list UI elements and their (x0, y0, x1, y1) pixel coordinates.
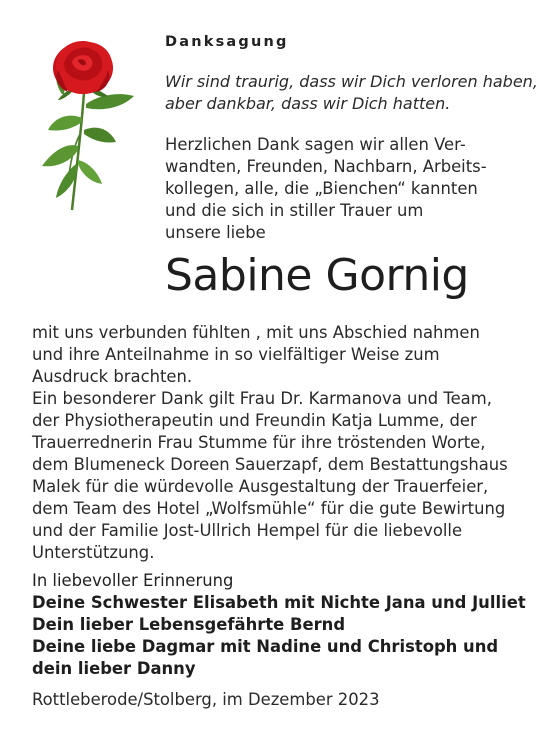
thanks-intro (165, 134, 535, 244)
paragraph-line: und ihre Anteilnahme in so vielfältiger Weise zum (32, 345, 440, 364)
paragraph-line: der Physiotherapeutin und Freundin Katja Lumme, der (32, 411, 477, 430)
paragraph-line: Ein besonderer Dank gilt Frau Dr. Karmanova und Team, (32, 389, 492, 408)
closing-intro: In liebevoller Erinnerung (32, 571, 234, 590)
paragraph-1 (32, 322, 532, 388)
signature-line: Deine liebe Dagmar mit Nadine und Christoph und (32, 637, 499, 656)
paragraph-line: Malek für die würdevolle Ausgestaltung der Trauerfeier, (32, 477, 489, 496)
signature-line: dein lieber Danny (32, 659, 196, 678)
closing-block (32, 570, 542, 680)
thanks-line: und die sich in stiller Trauer um (165, 201, 424, 220)
paragraph-line: dem Blumeneck Doreen Sauerzapf, dem Bestattungshaus (32, 455, 508, 474)
thanks-line: Herzlichen Dank sagen wir allen Ver- (165, 135, 466, 154)
paragraph-line: Ausdruck brachten. (32, 367, 193, 386)
paragraph-line: Trauerrednerin Frau Stumme für ihre tröstenden Worte, (32, 433, 486, 452)
paragraph-line: und der Familie Jost-Ullrich Hempel für die liebevolle (32, 521, 463, 540)
paragraph-line: mit uns verbunden fühlten , mit uns Abschied nahmen (32, 323, 480, 342)
thanks-line: wandten, Freunden, Nachbarn, Arbeits- (165, 157, 487, 176)
heading-danksagung: Danksagung (165, 34, 289, 50)
paragraph-line: Unterstützung. (32, 543, 155, 562)
thanks-line: kollegen, alle, die „Bienchen“ kannten (165, 179, 478, 198)
paragraph-2 (32, 388, 532, 564)
motto-line: aber dankbar, dass wir Dich hatten. (165, 94, 451, 113)
motto-line: Wir sind traurig, dass wir Dich verloren haben, (165, 72, 538, 91)
rose-image (28, 34, 140, 214)
thanks-line: unsere liebe (165, 223, 266, 242)
signature-line: Dein lieber Lebensgefährte Bernd (32, 615, 346, 634)
paragraph-line: dem Team des Hotel „Wolfsmühle“ für die gute Bewirtung (32, 499, 506, 518)
deceased-name: Sabine Gornig (165, 250, 469, 301)
motto-quote (165, 71, 538, 115)
place-date: Rottleberode/Stolberg, im Dezember 2023 (32, 690, 380, 709)
signature-line: Deine Schwester Elisabeth mit Nichte Jana und Julliet (32, 593, 526, 612)
